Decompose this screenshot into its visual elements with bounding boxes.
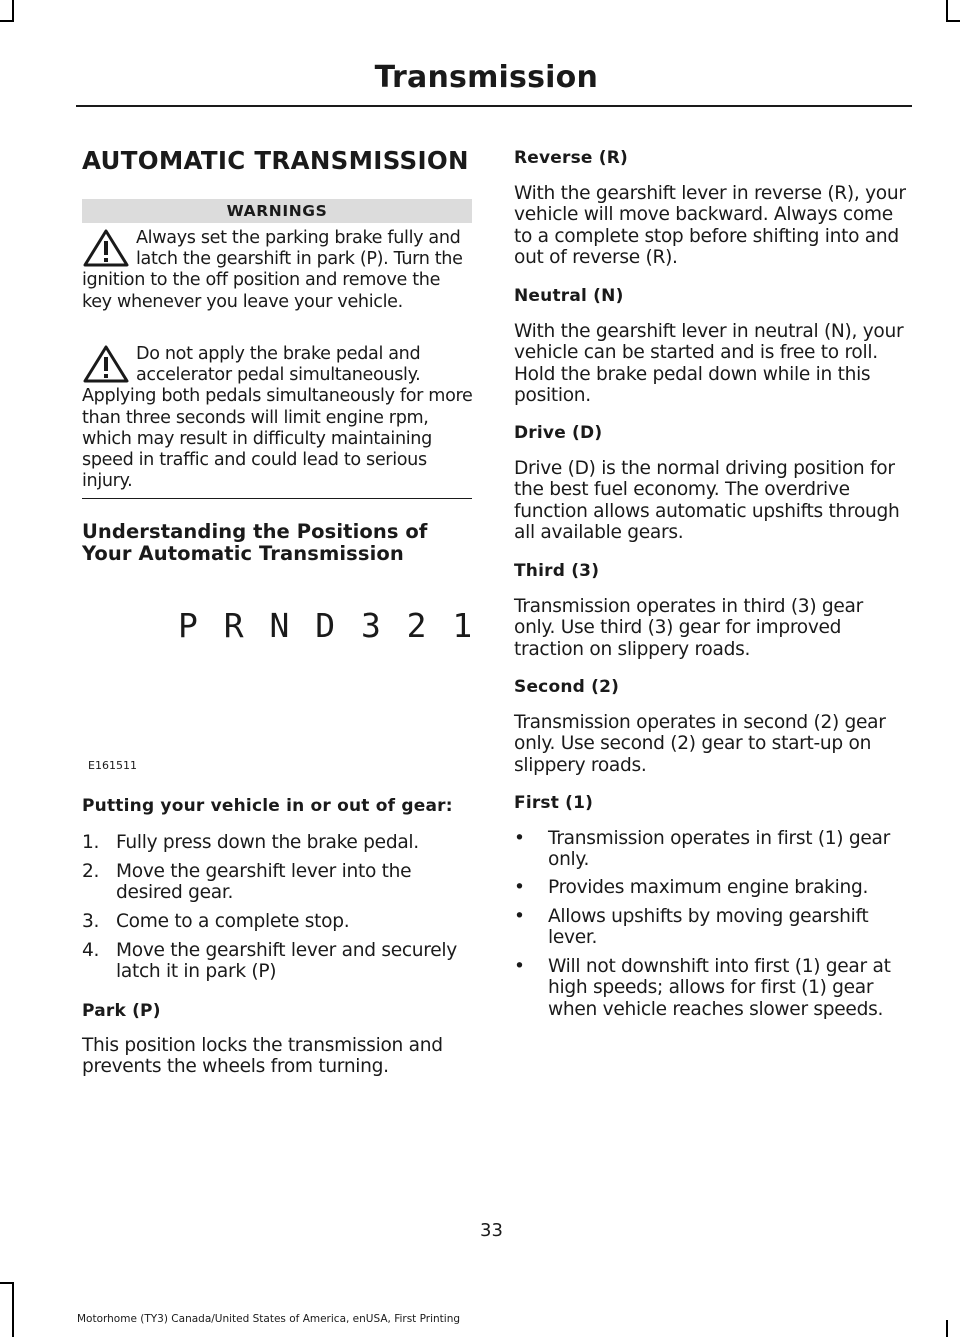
reverse-text: With the gearshift lever in reverse (R), your vehicle will move backward. Always come to a complete stop before shifting into and out of reverse (R).: [514, 183, 906, 268]
section-divider: [82, 498, 472, 499]
figure-code: E161511: [88, 759, 137, 772]
crop-mark: [946, 20, 960, 22]
page-header-title: Transmission: [374, 60, 598, 95]
list-item-text: Come to a complete stop.: [116, 911, 350, 932]
bullet: •: [514, 956, 525, 977]
steps-heading: Putting your vehicle in or out of gear:: [82, 796, 453, 816]
crop-mark: [12, 1282, 14, 1337]
bullet: •: [514, 828, 525, 849]
list-number: 2.: [82, 861, 100, 882]
list-item-text: Move the gearshift lever into the desired gear.: [116, 861, 412, 904]
warning-triangle-icon: [82, 344, 130, 384]
list-number: 3.: [82, 911, 100, 932]
neutral-text: With the gearshift lever in neutral (N), your vehicle can be started and is free to roll. Hold the brake pedal down while in this position.: [514, 321, 904, 406]
gear-positions-figure: P R N D 3 2 1: [178, 606, 476, 645]
drive-text: Drive (D) is the normal driving position for the best fuel economy. The overdrive function allows automatic upshifts through all available gears.: [514, 458, 900, 543]
warning-triangle-icon: [82, 228, 130, 268]
warning-1-text: Always set the parking brake fully and latch the gearshift in park (P). Turn the ignition to the off position and remove the key whenever you leave your vehicle.: [82, 228, 463, 312]
list-item-text: Transmission operates in first (1) gear only.: [548, 828, 890, 871]
third-heading: Third (3): [514, 561, 600, 581]
list-item-text: Fully press down the brake pedal.: [116, 832, 419, 853]
first-heading: First (1): [514, 793, 594, 813]
list-number: 1.: [82, 832, 100, 853]
list-number: 4.: [82, 940, 100, 961]
warning-2-text: Do not apply the brake pedal and accelerator pedal simultaneously. Applying both pedals simultaneously for more than three seconds will limit engine rpm, which may result in difficulty maintaining speed in traffic and could lead to serious injury.: [82, 344, 473, 492]
warning-1: [82, 228, 474, 313]
crop-mark: [946, 1320, 948, 1337]
list-item-text: Will not downshift into first (1) gear at high speeds; allows for first (1) gear when vehicle reaches slower speeds.: [548, 956, 891, 1020]
neutral-heading: Neutral (N): [514, 286, 624, 306]
crop-mark: [0, 1282, 14, 1284]
park-text: This position locks the transmission and prevents the wheels from turning.: [82, 1035, 443, 1078]
warnings-label: WARNINGS: [82, 199, 472, 223]
drive-heading: Drive (D): [514, 423, 603, 443]
crop-mark: [0, 20, 14, 22]
page-number: 33: [480, 1220, 503, 1241]
bullet: •: [514, 906, 525, 927]
park-heading: Park (P): [82, 1001, 161, 1021]
third-text: Transmission operates in third (3) gear only. Use third (3) gear for improved traction on slippery roads.: [514, 596, 863, 660]
section-heading: AUTOMATIC TRANSMISSION: [82, 146, 469, 175]
second-text: Transmission operates in second (2) gear only. Use second (2) gear to start-up on slippery roads.: [514, 712, 886, 776]
header-rule: [76, 105, 912, 107]
warning-2: [82, 344, 474, 492]
list-item-text: Allows upshifts by moving gearshift lever.: [548, 906, 869, 949]
reverse-heading: Reverse (R): [514, 148, 629, 168]
list-item-text: Move the gearshift lever and securely latch it in park (P): [116, 940, 457, 983]
footer-text: Motorhome (TY3) Canada/United States of America, enUSA, First Printing: [77, 1313, 461, 1325]
subsection-heading: Understanding the Positions of Your Automatic Transmission: [82, 520, 428, 565]
bullet: •: [514, 877, 525, 898]
crop-mark: [946, 0, 948, 22]
list-item-text: Provides maximum engine braking.: [548, 877, 869, 898]
second-heading: Second (2): [514, 677, 620, 697]
crop-mark: [12, 0, 14, 22]
